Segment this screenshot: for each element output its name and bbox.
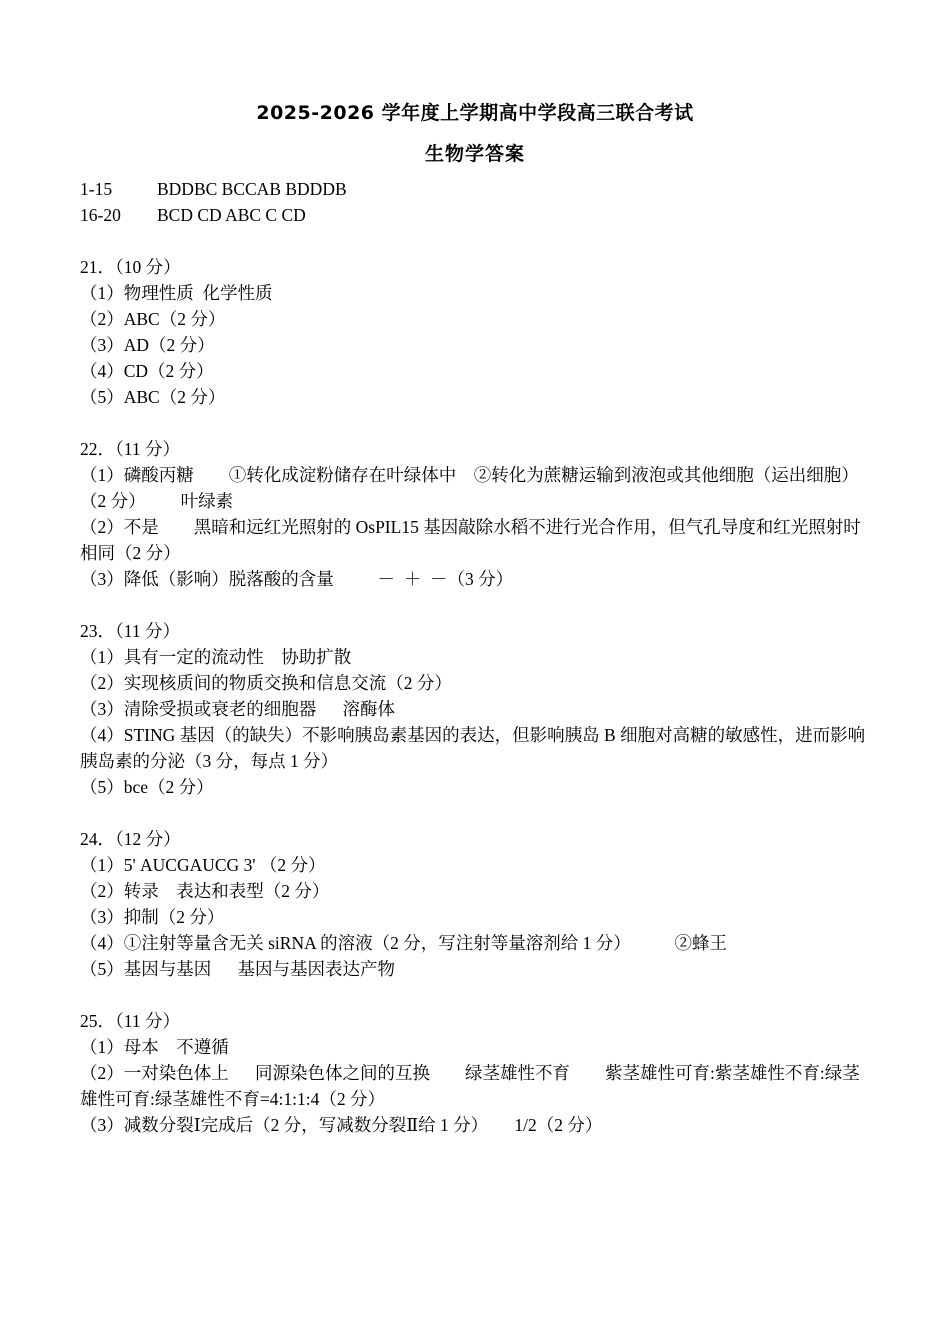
answer-line: （4）STING 基因（的缺失）不影响胰岛素基因的表达，但影响胰岛 B 细胞对高糖的敏感性，进而影响胰岛素的分泌（3 分，每点 1 分） <box>80 725 866 771</box>
answer-line: （3）清除受损或衰老的细胞器 溶酶体 <box>80 699 395 719</box>
answer-line: （2）实现核质间的物质交换和信息交流（2 分） <box>80 673 452 693</box>
answer-line: （1）物理性质 化学性质 <box>80 283 273 303</box>
choice-row <box>80 202 875 228</box>
answer-line: （3）减数分裂Ⅰ完成后（2 分，写减数分裂Ⅱ给 1 分） 1/2（2 分） <box>80 1115 603 1135</box>
answer-content <box>80 176 875 1138</box>
answer-line: （1）5' AUCGAUCG 3' （2 分） <box>80 855 326 875</box>
question-heading: 22．（11 分） <box>80 439 180 459</box>
question-heading: 25．（11 分） <box>80 1011 180 1031</box>
choice-answers: BDDBC BCCAB BDDDB <box>157 179 347 199</box>
answer-line: （4）CD（2 分） <box>80 361 214 381</box>
answer-line: （2）不是 黑暗和远红光照射的 OsPIL15 基因敲除水稻不进行光合作用，但气孔导度和红光照射时相同（2 分） <box>80 517 861 563</box>
answer-line: （5）bce（2 分） <box>80 777 214 797</box>
answer-line: （2）一对染色体上 同源染色体之间的互换 绿茎雄性不育 紫茎雄性可育:紫茎雄性不育:绿茎雄性可育:绿茎雄性不育=4:1:1:4（2 分） <box>80 1063 860 1109</box>
choice-answers: BCD CD ABC C CD <box>157 205 306 225</box>
answer-line: （3）降低（影响）脱落酸的含量 － ＋ －（3 分） <box>80 569 514 589</box>
answer-line: （5）基因与基因 基因与基因表达产物 <box>80 959 395 979</box>
answer-line: （1）具有一定的流动性 协助扩散 <box>80 647 352 667</box>
answer-line: （3）AD（2 分） <box>80 335 215 355</box>
answer-line: （2）转录 表达和表型（2 分） <box>80 881 330 901</box>
question-heading: 24．（12 分） <box>80 829 181 849</box>
choice-row <box>80 176 875 202</box>
answer-line: （5）ABC（2 分） <box>80 387 226 407</box>
choice-range: 16-20 <box>80 205 121 225</box>
document-title: 2025-2026 学年度上学期高中学段高三联合考试 <box>256 102 694 124</box>
answer-line: （1）磷酸丙糖 ①转化成淀粉储存在叶绿体中 ②转化为蔗糖运输到液泡或其他细胞（运出细胞）（2 分） 叶绿素 <box>80 465 859 511</box>
answer-line: （3）抑制（2 分） <box>80 907 225 927</box>
question-heading: 21．（10 分） <box>80 257 181 277</box>
question-heading: 23．（11 分） <box>80 621 180 641</box>
document-subtitle: 生物学答案 <box>424 143 525 165</box>
answer-line: （1）母本 不遵循 <box>80 1037 229 1057</box>
choice-range: 1-15 <box>80 179 113 199</box>
answer-line: （4）①注射等量含无关 siRNA 的溶液（2 分，写注射等量溶剂给 1 分） ②蜂王 <box>80 933 728 953</box>
answer-line: （2）ABC（2 分） <box>80 309 226 329</box>
